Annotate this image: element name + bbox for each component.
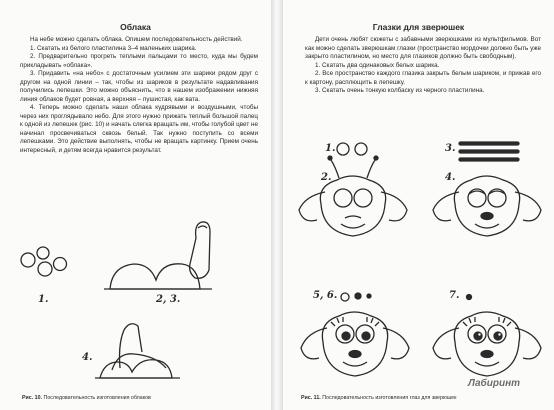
white-ball <box>355 143 367 155</box>
paragraph: 2. Предварительно прогреть теплыми пальцами то место, куда мы будем прикладывать «облака». <box>20 53 258 69</box>
dog-face-step-4 <box>433 176 541 236</box>
dog-face-step-2 <box>299 156 407 236</box>
book-gutter <box>271 0 283 410</box>
paragraph: Дети очень любят сюжеты с забавными зверюшками из мультфильмов. Вот как можно сделать зверюшкам глазки (пространство мордочки должно быть уже закрыто пластилином, но место для глазиков должно быть свободным). <box>305 36 542 60</box>
black-sausage <box>459 150 519 153</box>
white-ball <box>337 143 349 155</box>
step-label: 3. <box>445 143 456 154</box>
animal-eyes-figure <box>283 0 554 410</box>
dog-face-step-5-6 <box>301 312 409 376</box>
clay-ball <box>38 262 52 276</box>
step-label: 2. <box>321 172 332 183</box>
black-sausage <box>459 158 519 161</box>
paragraph: 3. Придавить «на небо» с достаточным усилием эти шарики рядом друг с другом на одной линии – так, чтобы из шариков в результате надавливания получились лепешки. Это можно объяснить, что в нашем изображении нижняя линия облаков будет ровная, а верхняя – пушистая, как вата. <box>20 70 258 103</box>
black-sausage <box>459 142 519 145</box>
step-label: 1. <box>38 294 49 305</box>
step-label: 5, 6. <box>313 290 338 301</box>
figure-caption <box>22 395 151 402</box>
right-page <box>283 0 554 410</box>
paragraph: 1. Скатать из белого пластилина 3–4 маленьких шарика. <box>30 44 197 52</box>
step-label: 1. <box>325 143 336 154</box>
paragraph: 3. Скатать очень тонкую колбаску из черного пластилина. <box>315 87 485 94</box>
step-label: 2, 3. <box>156 294 181 305</box>
caption-prefix: Рис. 10. <box>22 395 43 401</box>
clay-ball <box>21 253 35 267</box>
cloud-fluffy-shape <box>100 360 172 378</box>
cloud-steps-figure <box>0 0 271 410</box>
figure-caption <box>301 395 456 402</box>
left-page <box>0 0 271 410</box>
watermark-logo: Лабиринт <box>468 378 521 389</box>
left-page-title: Облака <box>120 22 151 32</box>
clay-ball <box>37 247 49 259</box>
right-page-title: Глазки для зверюшек <box>372 22 465 32</box>
step-label: 4. <box>445 172 456 183</box>
caption-text: Последовательность изготовления глаз для зверюшек <box>322 395 457 401</box>
paragraph: 2. Все пространство каждого глазика закрыть белым шариком, и прижав его к картону, расплющить в лепешку. <box>305 70 541 86</box>
paragraph: На небе можно сделать облака. Опишем последовательность действий. <box>30 36 243 43</box>
step-label: 7. <box>449 290 460 301</box>
dog-face-step-7 <box>433 312 541 376</box>
caption-prefix: Рис. 11. <box>301 395 321 401</box>
step-label: 4. <box>82 352 93 363</box>
clay-ball <box>54 258 67 271</box>
caption-text: Последовательность изготовления облаков <box>43 395 151 401</box>
thumb-drawing <box>120 324 143 368</box>
paragraph: 4. Теперь можно сделать наши облака кудрявыми и воздушными, чтобы через них проглядывало небо. Для этого нужно прижать теплый большой палец к одной из лепешек (рис. 10) и начать слегка вращать им, чтобы голубой цвет не начинал просвечиваться сквозь белый. Так нужно поступить со всеми лепешками. Это действие выполнять, чтобы не вращать картинку. Прием очень интересный, и детям всегда нравится результат. <box>20 104 258 154</box>
cloud-flat-shape <box>110 264 200 289</box>
paragraph: 1. Скатать два одинаковых белых шарика. <box>315 61 440 69</box>
